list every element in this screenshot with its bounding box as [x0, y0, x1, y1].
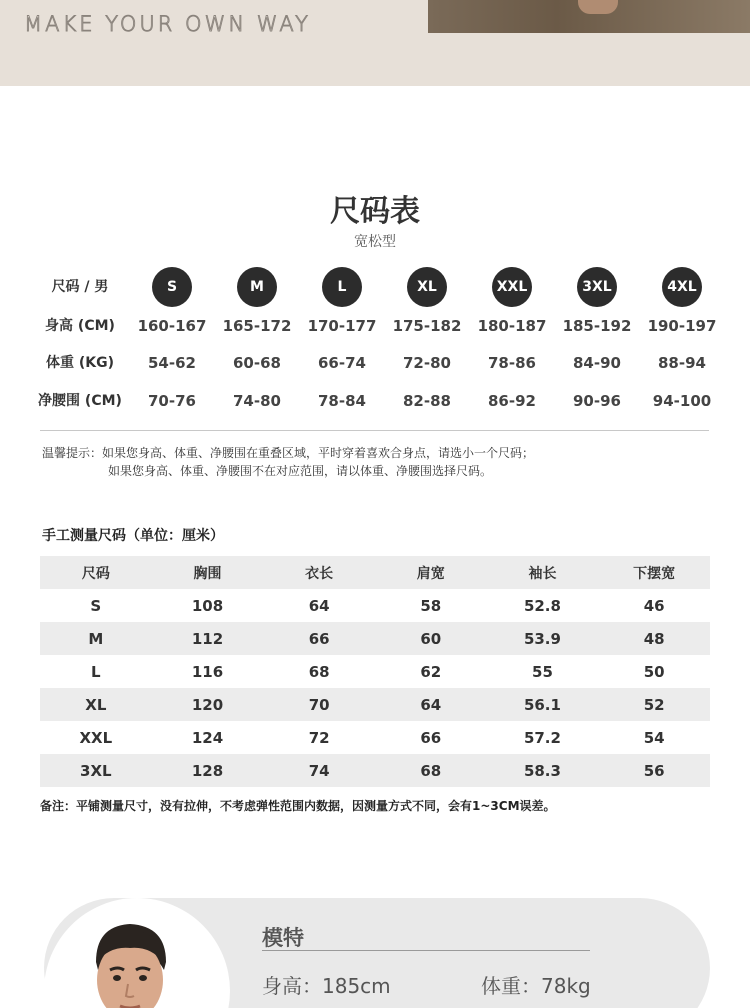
table-header-row — [40, 556, 710, 589]
banner-photo-hand — [578, 0, 618, 14]
table-cell: 58 — [420, 596, 442, 615]
waist-value: 86-92 — [488, 392, 536, 410]
size-badge: S — [152, 267, 192, 307]
size-header-label: 尺码 / 男 — [51, 279, 109, 295]
weight-label: 体重 (KG) — [45, 355, 114, 371]
model-weight: 体重：78kg — [481, 974, 591, 998]
table-cell: XL — [85, 695, 107, 714]
height-value: 190-197 — [647, 317, 717, 335]
table-cell: 58.3 — [523, 761, 561, 780]
height-value: 165-172 — [222, 317, 292, 335]
tip-line-1: 温馨提示：如果您身高、体重、净腰围在重叠区域，平时穿着喜欢合身点，请选小一个尺码； — [42, 446, 535, 460]
weight-value: 66-74 — [318, 354, 366, 372]
column-header: 肩宽 — [416, 565, 445, 582]
waist-value: 78-84 — [318, 392, 366, 410]
waist-label: 净腰围 (CM) — [38, 393, 122, 409]
table-cell: 54 — [643, 728, 665, 747]
size-header-row — [0, 272, 750, 302]
table-row — [40, 688, 710, 721]
height-value: 185-192 — [562, 317, 632, 335]
table-cell: 68 — [308, 662, 330, 681]
table-cell: 70 — [308, 695, 330, 714]
size-badge: 4XL — [662, 267, 702, 307]
table-cell: 72 — [308, 728, 330, 747]
table-cell: 120 — [191, 695, 224, 714]
table-cell: 68 — [420, 761, 442, 780]
table-cell: 66 — [308, 629, 330, 648]
table-cell: 74 — [308, 761, 330, 780]
table-row — [40, 721, 710, 754]
height-value: 180-187 — [477, 317, 547, 335]
column-header: 下摆宽 — [633, 565, 676, 582]
table-cell: 52.8 — [523, 596, 561, 615]
table-cell: 52 — [643, 695, 665, 714]
table-row — [40, 754, 710, 787]
model-height: 身高：185cm — [262, 974, 391, 998]
size-badge: XL — [407, 267, 447, 307]
column-header: 尺码 — [81, 565, 110, 582]
table-cell: S — [90, 596, 102, 615]
table-cell: 116 — [191, 662, 224, 681]
measurement-note: 备注：平铺测量尺寸，没有拉伸，不考虑弹性范围内数据，因测量方式不同，会有1~3CM误差。 — [40, 799, 556, 813]
waist-value: 70-76 — [148, 392, 196, 410]
waist-value: 90-96 — [573, 392, 621, 410]
waist-value: 74-80 — [233, 392, 281, 410]
section-divider — [40, 430, 709, 431]
weight-value: 60-68 — [233, 354, 281, 372]
table-row — [40, 622, 710, 655]
table-cell: 62 — [420, 662, 442, 681]
size-badge: L — [322, 267, 362, 307]
weight-value: 88-94 — [658, 354, 706, 372]
table-cell: 64 — [420, 695, 442, 714]
weight-value: 72-80 — [403, 354, 451, 372]
height-value: 160-167 — [137, 317, 207, 335]
waist-value: 82-88 — [403, 392, 451, 410]
table-cell: 53.9 — [523, 629, 561, 648]
table-cell: 108 — [191, 596, 224, 615]
waist-row — [0, 386, 750, 416]
fit-type: 宽松型 — [354, 234, 396, 250]
column-header: 胸围 — [193, 565, 222, 582]
model-portrait-icon — [82, 918, 178, 1008]
table-cell: 60 — [420, 629, 442, 648]
table-cell: XXL — [79, 728, 113, 747]
page-title: 尺码表 — [330, 194, 420, 229]
banner-photo — [428, 0, 750, 33]
waist-value: 94-100 — [652, 392, 712, 410]
table-cell: 48 — [643, 629, 665, 648]
weight-value: 84-90 — [573, 354, 621, 372]
size-badge: 3XL — [577, 267, 617, 307]
table-cell: 128 — [191, 761, 224, 780]
height-row — [0, 311, 750, 341]
table-cell: 64 — [308, 596, 330, 615]
height-value: 170-177 — [307, 317, 377, 335]
table-cell: 56.1 — [523, 695, 561, 714]
column-header: 袖长 — [528, 565, 557, 582]
weight-value: 78-86 — [488, 354, 536, 372]
measurement-table-title: 手工测量尺码（单位：厘米） — [42, 528, 224, 544]
table-cell: 55 — [532, 662, 553, 681]
sizing-tips — [42, 444, 534, 480]
table-cell: 46 — [643, 596, 665, 615]
table-row — [40, 589, 710, 622]
size-badge: M — [237, 267, 277, 307]
table-cell: L — [91, 662, 101, 681]
weight-row — [0, 348, 750, 378]
tip-line-2: 如果您身高、体重、净腰围不在对应范围，请以体重、净腰围选择尺码。 — [108, 464, 493, 478]
column-header: 衣长 — [305, 565, 334, 582]
size-badge: XXL — [492, 267, 532, 307]
height-label: 身高 (CM) — [45, 318, 115, 334]
table-cell: 57.2 — [523, 728, 561, 747]
table-cell: 56 — [643, 761, 665, 780]
measurement-table — [40, 556, 710, 787]
weight-value: 54-62 — [148, 354, 196, 372]
model-divider — [262, 950, 590, 951]
table-cell: 66 — [420, 728, 442, 747]
height-value: 175-182 — [392, 317, 462, 335]
table-cell: 3XL — [80, 761, 112, 780]
table-row — [40, 655, 710, 688]
table-cell: M — [88, 629, 104, 648]
table-cell: 124 — [191, 728, 224, 747]
brand-slogan: MAKE YOUR OWN WAY — [24, 12, 311, 36]
table-cell: 50 — [643, 662, 665, 681]
model-label: 模特 — [262, 926, 304, 950]
table-cell: 112 — [191, 629, 224, 648]
top-banner — [0, 0, 750, 86]
